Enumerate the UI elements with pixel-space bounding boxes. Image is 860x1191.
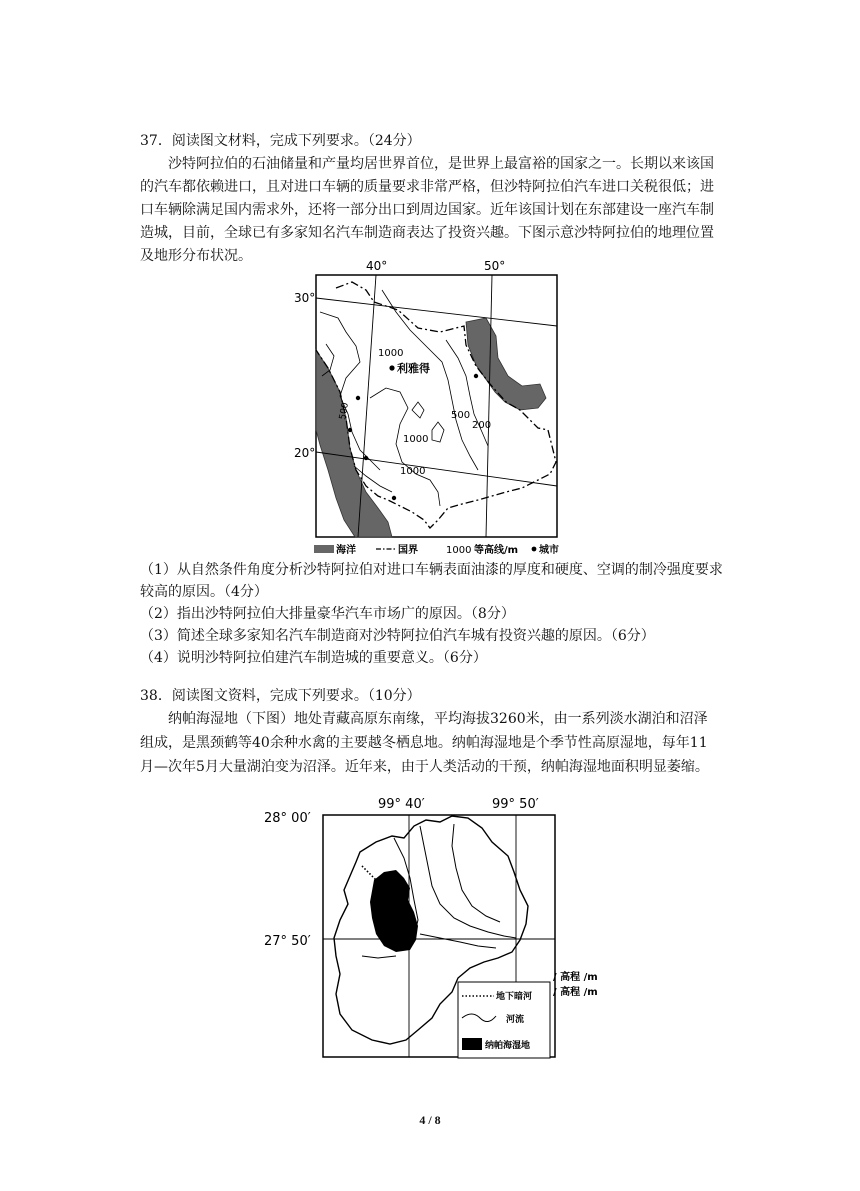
river xyxy=(452,824,500,922)
river xyxy=(420,826,516,938)
contour-label: 500 xyxy=(451,410,471,421)
legend-ocean-label: 海洋 xyxy=(336,545,356,556)
lon-label-99-40: 99° 40′ xyxy=(378,797,425,812)
contour-label: 200 xyxy=(472,420,492,431)
legend-contour-value: 1000 xyxy=(446,545,472,556)
lat-label-30: 30° xyxy=(294,291,316,305)
lon-label-50: 50° xyxy=(484,259,506,273)
lat-label-27-50: 27° 50′ xyxy=(264,934,311,949)
legend-wetland-label: 纳帕海湿地 xyxy=(485,1041,531,1051)
lon-label-99-50: 99° 50′ xyxy=(492,797,539,812)
elevation-label: / 高程 /m xyxy=(553,972,598,983)
lat-label-28-00: 28° 00′ xyxy=(264,811,311,826)
q38-intro: 纳帕海湿地（下图）地处青藏高原东南缘，平均海拔3260米，由一系列淡水湖泊和沼泽组成，是黑颈鹤等40余种水禽的主要越冬栖息地。纳帕海湿地是个季节性高原湿地，每年11月—次年5月大量湖泊变为沼泽。近年来，由于人类活动的干预，纳帕海湿地面积明显萎缩。 xyxy=(140,711,709,775)
legend-border-label: 国界 xyxy=(398,545,418,556)
q37-intro: 沙特阿拉伯的石油储量和产量均居世界首位，是世界上最富裕的国家之一。长期以来该国的汽车都依赖进口，且对进口车辆的质量要求非常严格，但沙特阿拉伯汽车进口关税很低；进口车辆除满足国内需求外，还将一部分出口到周边国家。近年该国计划在东部建设一座汽车制造城，目前，全球已有多家知名汽车制造商表达了投资兴趣。下图示意沙特阿拉伯的地理位置及地形分布状况。 xyxy=(140,156,714,264)
city-label-riyadh: 利雅得 xyxy=(397,362,430,375)
contour-label: 1000 xyxy=(378,348,404,359)
q37-question-1: （1）从自然条件角度分析沙特阿拉伯对进口车辆表面油漆的厚度和硬度、空调的制冷强度要求较高的原因。（4分） xyxy=(140,562,723,600)
legend-contour-label: 等高线/m xyxy=(474,545,519,556)
elevation-label: / 高程 /m xyxy=(553,987,598,998)
q37-heading: 37．阅读图文材料，完成下列要求。（24分） xyxy=(140,133,421,149)
legend-city-label: 城市 xyxy=(539,545,559,556)
q37-question-4: （4）说明沙特阿拉伯建汽车制造城的重要意义。（6分） xyxy=(140,650,487,666)
contour-label: 500 xyxy=(338,401,351,421)
page-number: 4 / 8 xyxy=(419,1113,441,1127)
lat-label-20: 20° xyxy=(294,446,316,460)
lon-label-40: 40° xyxy=(366,259,388,273)
river xyxy=(420,934,496,948)
legend-river-label: 河流 xyxy=(506,1015,525,1025)
legend-wetland-swatch xyxy=(462,1038,482,1050)
q37-question-2: （2）指出沙特阿拉伯大排量豪华汽车市场广的原因。（8分） xyxy=(140,606,515,622)
river xyxy=(362,956,396,958)
legend-underground-label: 地下暗河 xyxy=(496,992,533,1002)
contour-label: 1000 xyxy=(400,466,426,477)
q37-question-3: （3）简述全球多家知名汽车制造商对沙特阿拉伯汽车城有投资兴趣的原因。（6分） xyxy=(140,628,655,644)
contour-label: 1000 xyxy=(403,434,429,445)
q38-heading: 38．阅读图文资料，完成下列要求。（10分） xyxy=(140,688,421,704)
